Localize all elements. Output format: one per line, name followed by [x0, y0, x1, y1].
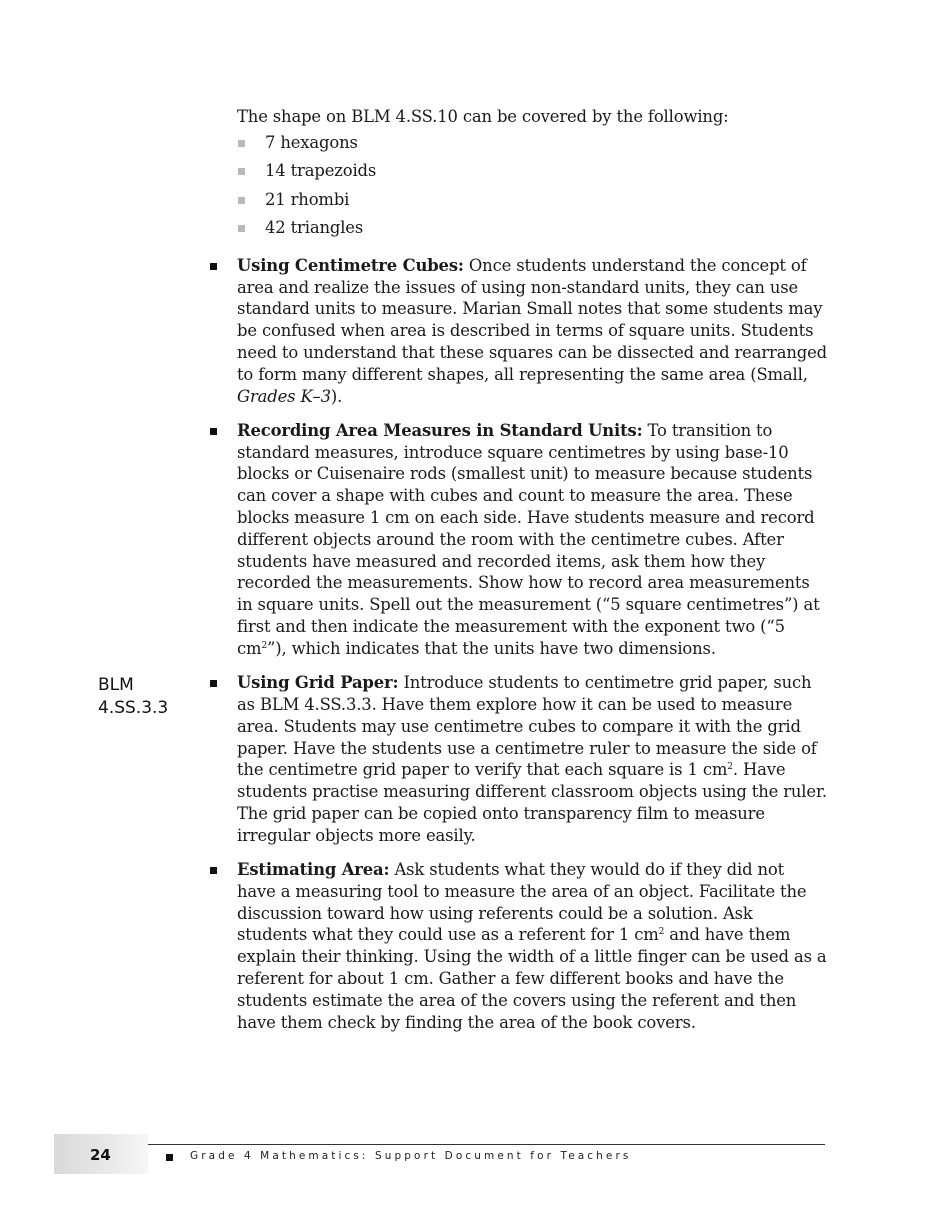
shape-list — [237, 132, 827, 239]
item-centimetre-cubes: Using Centimetre Cubes: Once students understand the concept of area and realize the issues of using non-standard units, they can use standard units to measure. Marian Small notes that some students may be confused when area is described in terms of square units. Students need to understand that these squares can be dissected and rearranged to form many different shapes, all representing the same area (Small, Grades K–3). — [237, 255, 827, 408]
list-item: 14 trapezoids — [237, 160, 827, 182]
black-square-bullet-icon — [210, 867, 217, 874]
item-body: Once students understand the concept of area and realize the issues of using non-standard units, they can use standard units to measure. Marian Small notes that some students may be confused when area is described in terms of square units. Students need to understand that these squares can be dissected and rearranged to form many different shapes, all representing the same area (Small, — [237, 255, 827, 384]
list-item: 7 hexagons — [237, 132, 827, 154]
exponent: 2 — [658, 927, 665, 938]
footer-divider — [148, 1144, 825, 1145]
item-body: Introduce students to centimetre grid paper, such as BLM 4.SS.3.3. Have them explore how it can be used to measure area. Students may use centimetre cubes to compare it with the grid paper. Have the students use a centimetre ruler to measure the side of the centimetre grid paper to verify that each square is 1 cm — [237, 673, 817, 780]
exponent: 2 — [261, 640, 268, 651]
black-square-bullet-icon — [210, 680, 217, 687]
intro-text: The shape on BLM 4.SS.10 can be covered by the following: — [237, 107, 729, 126]
margin-note-line: 4.SS.3.3 — [98, 698, 169, 719]
list-item: 42 triangles — [237, 217, 827, 239]
item-estimating-area: Estimating Area: Ask students what they would do if they did not have a measuring tool to measure the area of an object. Facilitate the discussion toward how using referents could be a solution. Ask students what they could use as a referent for 1 $cm^2$ and have them explain their thinking. Using the width of a little finger can be used as a referent for about 1 cm. Gather a few different books and have the students estimate the area of the covers using the referent and then have them check by finding the area of the book covers. — [237, 859, 827, 1033]
item-grid-paper: Using Grid Paper: Introduce students to centimetre grid paper, such as BLM 4.SS.3.3. Have them explore how it can be used to measure area. Students may use centimetre cubes to compare it with the grid paper. Have the students use a centimetre ruler to measure the side of the centimetre grid paper to verify that each square is 1 $cm^2$. Have students practise measuring different classroom objects using the ruler. The grid paper can be copied onto transparency film to measure irregular objects more easily. — [237, 672, 827, 846]
page-number: 24 — [90, 1146, 111, 1164]
margin-note-blm — [98, 674, 208, 720]
item-title: Using Centimetre Cubes: — [237, 255, 464, 275]
item-body: Ask students what they would do if they did not have a measuring tool to measure the area of an object. Facilitate the discussion toward how using referents could be a solution. Ask students what they could use as a referent for 1 cm — [237, 859, 807, 945]
item-title: Using Grid Paper: — [237, 673, 399, 693]
gray-square-bullet-icon — [238, 140, 245, 147]
item-recording-area: Recording Area Measures in Standard Units: To transition to standard measures, introduce square centimetres by using base-10 blocks or Cuisenaire rods (smallest unit) to measure because students can cover a shape with cubes and count to measure the area. These blocks measure 1 cm on each side. Have students measure and record different objects around the room with the centimetre cubes. After students have measured and recorded items, ask them how they recorded the measurements. Show how to record area measurements in square units. Spell out the measurement (“5 square centimetres”) at first and then indicate the measurement with the exponent two (“5 $cm^2$”), which indicates that the units have two dimensions. — [237, 420, 827, 660]
black-square-bullet-icon — [210, 428, 217, 435]
margin-note-line: BLM — [98, 675, 134, 696]
footer-square-icon — [166, 1154, 173, 1161]
item-title: Recording Area Measures in Standard Units: — [237, 420, 643, 440]
exponent: 2 — [727, 762, 733, 773]
list-item: 21 rhombi — [237, 189, 827, 211]
item-body: To transition to standard measures, introduce square centimetres by using base-10 blocks or Cuisenaire rods (smallest unit) to measure because students can cover a shape with cubes and count to measure the area. These blocks measure 1 cm on each side. Have students measure and record different objects around the room with the centimetre cubes. After students have measured and recorded items, ask them how they recorded the measurements. Show how to record area measurements in square units. Spell out the measurement (“5 square centimetres”) at first and then indicate the measurement with the exponent two (“5 cm — [237, 420, 820, 658]
footer-title: Grade 4 Mathematics: Support Document for Teachers — [190, 1150, 632, 1162]
item-title: Estimating Area: — [237, 859, 390, 879]
citation: Grades K–3 — [237, 386, 331, 406]
gray-square-bullet-icon — [238, 225, 245, 232]
black-square-bullet-icon — [210, 263, 217, 270]
main-content — [237, 106, 827, 1046]
gray-square-bullet-icon — [238, 197, 245, 204]
gray-square-bullet-icon — [238, 168, 245, 175]
